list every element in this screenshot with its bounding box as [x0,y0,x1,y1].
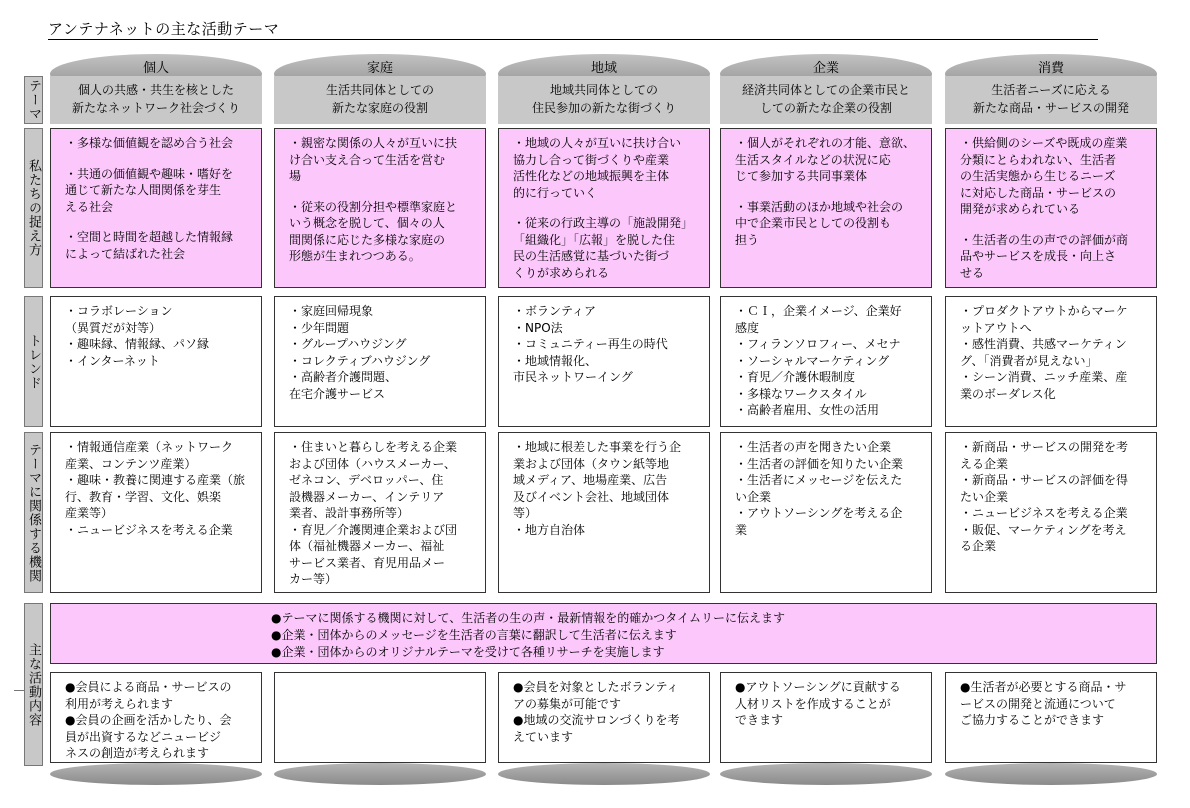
column-theme-text: 生活者ニーズに応える 新たな商品・サービスの開発 [972,83,1129,115]
row-label-perspective: 私たちの捉え方 [24,128,43,288]
trend-item: ・家庭回帰現象 [289,304,374,318]
trend-item: ・プロダクトアウトからマーケ ットアウトへ [960,304,1128,335]
orgs-item: ・地方自治体 [513,522,586,537]
trend-item: ・インターネット [65,353,160,368]
column-header-label: 消費 [1037,61,1064,76]
orgs-item: ・販促、マーケティングを考え る企業 [960,522,1127,553]
perspective-item: ・生活者の生の声での評価が商 品やサービスを成長・向上さ せる [960,232,1129,280]
activity-item: ●会員の企画を活かしたり、会 員が出資するなどニュービジ ネスの創造が考えられます [65,713,232,760]
trend-item: ・感性消費、共感マーケティン グ、「消費者が見えない」 [960,337,1127,368]
trend-item: ・ボランティア [513,304,597,318]
perspective-item: ・供給側のシーズや既成の産業 分類にとらわれない、生活者 の生活実態から生じるニーズ に対応した商品・サービスの 開発が求められている [960,136,1128,216]
orgs-item: ・生活者の声を聞きたい企業 [735,440,892,454]
trend-item: ・コミュニティー再生の時代 [513,337,668,351]
trend-item: ・ソーシャルマーケティング [735,353,890,368]
perspective-item: ・従来の役割分担や標準家庭と いう概念を脱して、個々の人 間関係に応じた多様な家庭の 形態が生まれつつある。 [289,199,458,263]
trend-item: ・ＣＩ，企業イメージ、企業好 感度 [735,304,902,335]
trend-item: ・少年問題 [289,320,350,335]
column-perspective-box [498,128,710,288]
row-label-activity: 主な活動内容 [24,603,43,766]
column-theme-text: 地域共同体としての 住民参加の新たな街づくり [531,83,676,115]
activity-item: ●地域の交流サロンづくりを考 えています [513,713,680,744]
column-perspective-box [50,128,262,288]
orgs-item: ・ニュービジネスを考える企業 [960,506,1128,520]
column-activity-box [720,672,932,763]
main-activity-item: ●テーマに関係する機関に対して、生活者の生の声・最新情報を的確かつタイムリーに伝えます [271,611,785,625]
column-header-label: 地域 [590,61,617,76]
activity-item: ●生活者が必要とする商品・サ ービスの開発と流通について ご協力することができます [960,680,1127,727]
column-theme [274,76,486,124]
main-activity-item: ●企業・団体からのオリジナルテーマを受けて各種リサーチを実施します [271,645,665,659]
activity-item: ●会員を対象としたボランティ アの募集が可能です [513,680,679,711]
trend-item: ・多様なワークスタイル [735,386,867,401]
activity-item: ●アウトソーシングに貢献する 人材リストを作成することが できます [735,680,901,727]
column-header-label: 個人 [142,61,169,76]
column-orgs-box [274,432,486,593]
perspective-item: ・親密な関係の人々が互いに扶 け合い支え合って生活を営む 場 [289,136,458,183]
column-trend-box [50,296,262,427]
column-theme [498,76,710,124]
orgs-item: ・生活者にメッセージを伝えた い企業 [735,473,903,504]
row-label-trend: トレンド [24,296,43,427]
perspective-item: ・共通の価値観や趣味・嗜好を 通じて新たな人間関係を芽生 える社会 [65,166,234,214]
perspective-item: ・個人がそれぞれの才能、意欲、 生活スタイルなどの状況に応 じて参加する共同事業体 [735,136,916,183]
orgs-item: ・ニュービジネスを考える企業 [65,522,233,537]
main-activity-item: ●企業・団体からのメッセージを生活者の言葉に翻訳して生活者に伝えます [271,628,677,642]
column-footer-cap [498,763,710,785]
trend-item: ・フィランソロフィー、メセナ [735,337,901,351]
perspective-item: ・従来の行政主導の「施設開発」 「組織化」「広報」を脱した住 民の生活感覚に基づいた街づ くりが求められる [513,216,694,280]
orgs-item: ・育児／介護関連企業および団 体（福祉機器メーカー、福祉 サービス業者、育児用品メー カー等） [289,522,458,586]
activity-item: ●会員による商品・サービスの 利用が考えられます [65,680,232,711]
trend-item: ・NPO法 [513,320,563,335]
column-orgs-box [720,432,932,593]
column-footer-cap [945,763,1157,785]
column-theme [945,76,1157,124]
column-footer-cap [274,763,486,785]
column-activity-box [50,672,262,763]
column-perspective-box [274,128,486,288]
column-perspective-box [720,128,932,288]
trend-item: ・コレクティブハウジング [289,353,431,368]
trend-item: ・シーン消費、ニッチ産業、産 業のボーダレス化 [960,370,1128,401]
trend-item: ・高齢者介護問題、 在宅介護サービス [289,370,398,401]
column-header-label: 企業 [812,61,839,76]
column-orgs-box [498,432,710,593]
perspective-item: ・事業活動のほか地域や社会の 中で企業市民としての役割も 担う [735,199,904,247]
orgs-item: ・新商品・サービスの評価を得 たい企業 [960,473,1129,504]
column-activity-box [274,672,486,763]
column-footer-cap [50,763,262,785]
title-underline [48,39,1098,40]
orgs-item: ・アウトソーシングを考える企 業 [735,506,903,537]
perspective-item: ・地域の人々が互いに扶け合い 協力し合って街づくりや産業 活性化などの地域振興を主体 的に行っていく [513,136,682,200]
column-orgs-box [945,432,1157,593]
column-theme [720,76,932,124]
column-activity-box [498,672,710,763]
column-theme-text: 生活共同体としての 新たな家庭の役割 [325,83,434,115]
column-trend-box [498,296,710,427]
column-theme-text: 個人の共感・共生を核とした 新たなネットワーク社会づくり [71,83,240,115]
orgs-item: ・新商品・サービスの開発を考 える企業 [960,440,1129,471]
column-theme [50,76,262,124]
margin-tick [14,690,24,691]
orgs-item: ・趣味・教養に関連する産業（旅 行、教育・学習、文化、娯楽 産業等） [65,473,246,520]
row-label-orgs: テーマに関係する機関 [24,432,43,593]
orgs-item: ・地域に根差した事業を行う企 業および団体（タウン紙等地 域メディア、地場産業、広告 及びイベント会社、地域団体 等） [513,440,682,520]
trend-item: ・高齢者雇用、女性の活用 [735,403,880,417]
column-header-label: 家庭 [366,61,393,76]
trend-item: ・趣味縁、情報縁、パソ縁 [65,337,210,351]
trend-item: ・育児／介護休暇制度 [735,370,856,384]
column-activity-box [945,672,1157,763]
column-trend-box [274,296,486,427]
trend-item: ・地域情報化、 市民ネットワーイング [513,353,633,384]
column-theme-text: 経済共同体としての企業市民と しての新たな企業の役割 [741,83,910,115]
main-activities-box [50,603,1157,664]
column-perspective-box [945,128,1157,288]
perspective-item: ・多様な価値観を認め合う社会 [65,136,234,150]
perspective-item: ・空間と時間を超越した情報縁 によって結ばれた社会 [65,230,234,261]
orgs-item: ・生活者の評価を知りたい企業 [735,456,904,471]
orgs-item: ・住まいと暮らしを考える企業 および団体（ハウスメーカー、 ゼネコン、デベロッパー、住 設機器メーカー、インテリア 業者、設計事務所等） [289,440,458,520]
column-footer-cap [720,763,932,785]
column-trend-box [720,296,932,427]
trend-item: ・グループハウジング [289,337,407,351]
orgs-item: ・情報通信産業（ネットワーク 産業、コンテンツ産業） [65,440,234,471]
page-title: アンテナネットの主な活動テーマ [48,20,280,38]
trend-item: ・コラボレーション （異質だが対等） [65,304,173,335]
column-trend-box [945,296,1157,427]
column-orgs-box [50,432,262,593]
row-label-theme: テーマ [24,76,43,124]
